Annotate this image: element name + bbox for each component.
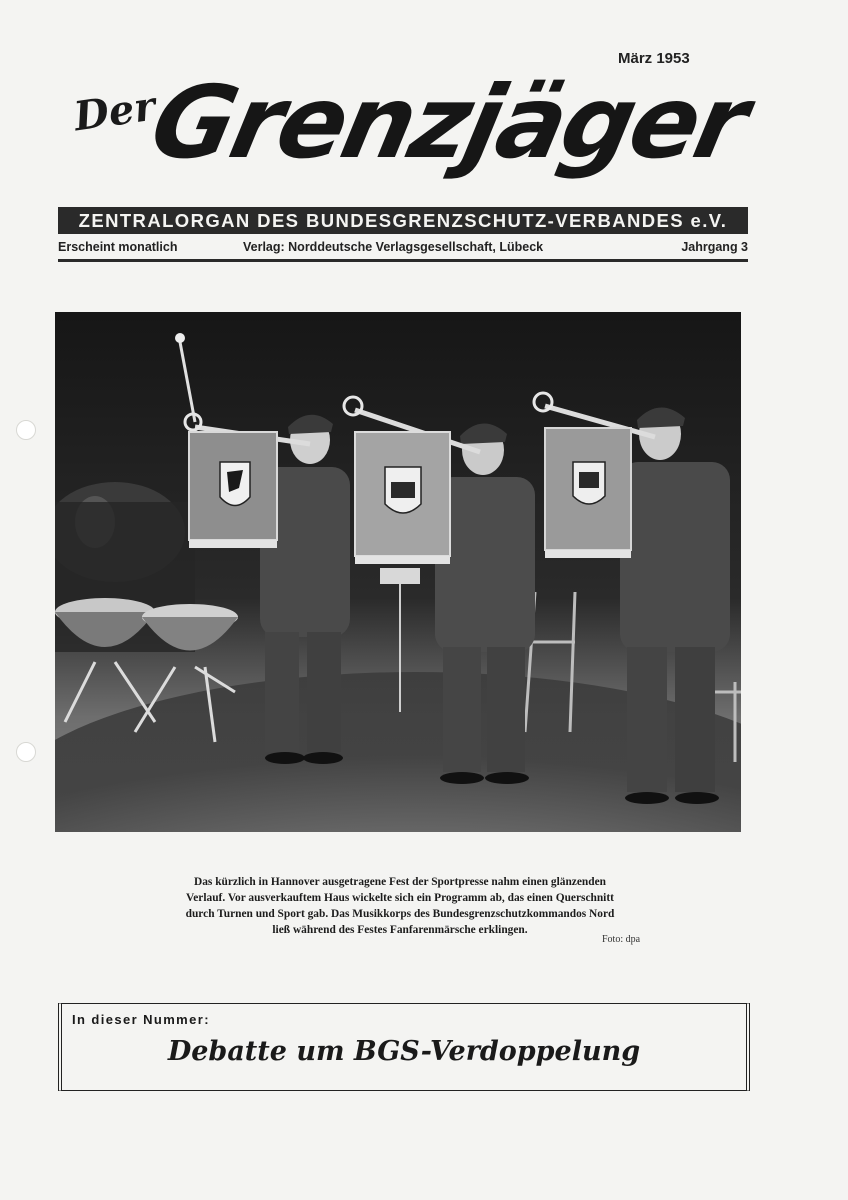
contents-label: In dieser Nummer: [72, 1012, 210, 1027]
caption-line: durch Turnen und Sport gab. Das Musikkorps des Bundesgrenzschutzkommandos Nord [185, 908, 615, 920]
caption-line: Verlauf. Vor ausverkauftem Haus wickelte sich ein Programm ab, das einen Querschnitt [186, 892, 614, 904]
publisher-text: Verlag: Norddeutsche Verlagsgesellschaft, Lübeck [243, 240, 544, 254]
caption-line: ließ während des Festes Fanfarenmärsche erklingen. [272, 924, 528, 936]
frequency-text: Erscheint monatlich [58, 240, 178, 254]
punch-hole [16, 420, 36, 440]
issue-date: März 1953 [618, 50, 690, 67]
publication-info-line [58, 238, 748, 258]
masthead-title: Grenzjäger [141, 64, 756, 181]
masthead-article: Der [71, 82, 159, 141]
masthead [58, 64, 756, 210]
fanfare-band-photo [55, 312, 741, 832]
header-rule [58, 259, 748, 262]
volume-text: Jahrgang 3 [681, 240, 748, 254]
masthead-subtitle-banner: ZENTRALORGAN DES BUNDESGRENZSCHUTZ-VERBANDES e.V. [58, 207, 748, 234]
caption-line: Das kürzlich in Hannover ausgetragene Fest der Sportpresse nahm einen glänzenden [194, 876, 606, 888]
photo-credit: Foto: dpa [602, 934, 641, 945]
photo-caption [120, 874, 680, 938]
punch-hole [16, 742, 36, 762]
contents-box [58, 1003, 750, 1091]
contents-headline: Debatte um BGS-Verdoppelung [167, 1036, 641, 1067]
cover-photo [55, 312, 741, 832]
